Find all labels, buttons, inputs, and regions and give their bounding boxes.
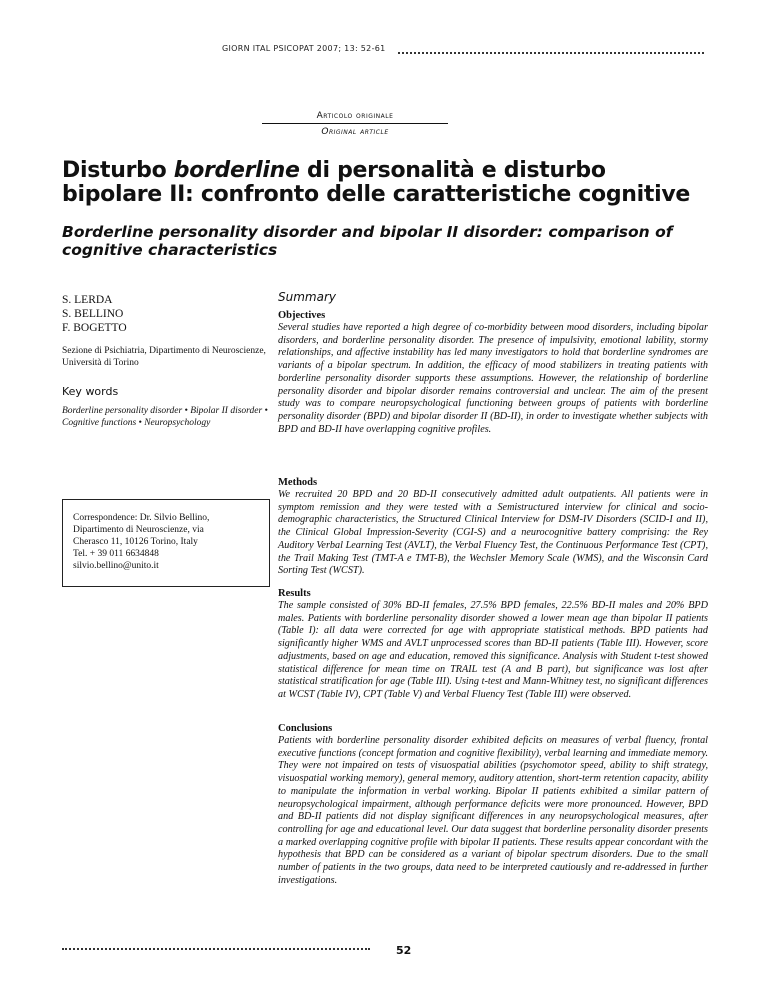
header-dotted-rule bbox=[398, 52, 704, 54]
article-subtitle: Borderline personality disorder and bipolar II disorder: comparison of cognitive characteristics bbox=[62, 223, 673, 259]
objectives-text: Several studies have reported a high degree of co-morbidity between mood disorders, including bipolar disorders, and borderline personality disorder. The presence of impulsivity, emotional lability, stormy relationships, and affective instability has led many investigators to hold that borderline syndromes are variants of a bipolar spectrum. In addition, the efficacy of mood stabilizers in treating patients with borderline personality disorder supports these assumptions. However, the relationship of borderline personality disorder and bipolar disorder remains controversial and unclear. The aim of the present study was to compare neuropsychological functioning between groups of patients with borderline personality disorder (BPD) and bipolar disorder II (BD-II), in order to investigate whether subjects with BPD and BD-II have overlapping cognitive profiles. bbox=[278, 322, 708, 435]
article-type-italian: Articolo originale bbox=[316, 111, 394, 121]
summary-methods bbox=[278, 476, 708, 578]
summary-results bbox=[278, 587, 708, 702]
correspondence-line: Tel. + 39 011 6634848 bbox=[73, 549, 159, 559]
author-name: F. BOGETTO bbox=[62, 322, 127, 334]
article-type-english: Original article bbox=[321, 127, 389, 137]
correspondence-email: silvio.bellino@unito.it bbox=[73, 561, 159, 571]
objectives-heading: Objectives bbox=[278, 310, 326, 321]
author-name: S. BELLINO bbox=[62, 308, 124, 320]
author-list bbox=[62, 293, 127, 335]
title-part-2: di personalità e disturbo bipolare II: confronto delle caratteristiche cognitive bbox=[62, 158, 691, 207]
correspondence-line: Correspondence: Dr. Silvio Bellino, bbox=[73, 513, 210, 523]
conclusions-heading: Conclusions bbox=[278, 723, 333, 734]
summary-conclusions bbox=[278, 722, 708, 887]
article-title bbox=[62, 159, 712, 207]
journal-reference: GIORN ITAL PSICOPAT 2007; 13: 52-61 bbox=[222, 44, 386, 53]
title-part-1: Disturbo bbox=[62, 158, 174, 183]
methods-heading: Methods bbox=[278, 477, 318, 488]
article-type-label bbox=[262, 110, 448, 138]
author-affiliation: Sezione di Psichiatria, Dipartimento di Neuroscienze, Università di Torino bbox=[62, 346, 266, 368]
summary-heading: Summary bbox=[278, 290, 336, 304]
conclusions-text: Patients with borderline personality disorder exhibited deficits on measures of verbal fluency, frontal executive functions (concept formation and cognitive flexibility), verbal learning and immediate memory. They were not impaired on tests of visuospatial abilities (psychomotor speed, ability to shift strategy, visuospatial working memory), general memory, auditory attention, short-term retention capacity, ability to manipulate the information in verbal working. Bipolar II patients exhibited a similar pattern of neuropsychological impairment, although performance deficits were more pronounced. However, BPD and BD-II patients did not display significant differences in any neuropsychological measures, after controlling for age and educational level. Our data suggest that borderline personality disorder presents a marked overlapping cognitive profile with bipolar II patients. These results appear concordant with the hypothesis that BPD can be considered as a variant of bipolar spectrum disorders. Due to the small number of patients in the two groups, data need to be interpreted cautiously and re-addressed in further investigations. bbox=[278, 735, 708, 886]
author-name: S. LERDA bbox=[62, 294, 113, 306]
methods-text: We recruited 20 BPD and 20 BD-II consecutively admitted adult outpatients. All patients were in symptom remission and they were tested with a Semistructured interview for clinical and socio-demographic characteristics, the Structured Clinical Interview for DSM-IV Disorders (SCID-I and II), the Clinical Global Impression-Severity (CGI-S) and a neurocognitive battery comprising: the Rey Auditory Verbal Learning Test (AVLT), the Verbal Fluency Test, the Continuous Performance Test (CPT), the Trail Making Test (TMT-A e TMT-B), the Wechsler Memory Scale (WMS), and the Wisconsin Card Sorting Test (WCST). bbox=[278, 489, 708, 577]
results-text: The sample consisted of 30% BD-II females, 27.5% BPD females, 22.5% BD-II males and 20% BPD males. Patients with borderline personality disorder showed a lower mean age than bipolar II patients (Table I): all data were corrected for age with appropriate statistical methods. BPD patients had significantly higher WMS and AVLT unprocessed scores than BD-II patients (Table III). However, score adjustments, based on age and education, removed this significance. Analysis with Student t-test showed statistical difference for mean time on TRAIL test (A and B part), but significance was lost after statistical stratification for age (Table III). Using t-test and Mann-Whitney test, no significant differences at WCST (Table IV), CPT (Table V) and Verbal Fluency Test (Table III) were observed. bbox=[278, 600, 708, 700]
keywords-heading: Key words bbox=[62, 385, 119, 398]
summary-objectives bbox=[278, 309, 708, 436]
footer-dotted-rule bbox=[62, 948, 370, 950]
title-italic-word: borderline bbox=[173, 158, 300, 183]
results-heading: Results bbox=[278, 588, 311, 599]
correspondence-box bbox=[62, 499, 270, 587]
correspondence-line: Cherasco 11, 10126 Torino, Italy bbox=[73, 537, 198, 547]
keywords-text: Borderline personality disorder • Bipolar II disorder • Cognitive functions • Neuropsychology bbox=[62, 406, 268, 428]
correspondence-line: Dipartimento di Neuroscienze, via bbox=[73, 525, 204, 535]
article-type-divider bbox=[262, 123, 448, 124]
page-number: 52 bbox=[396, 944, 412, 957]
